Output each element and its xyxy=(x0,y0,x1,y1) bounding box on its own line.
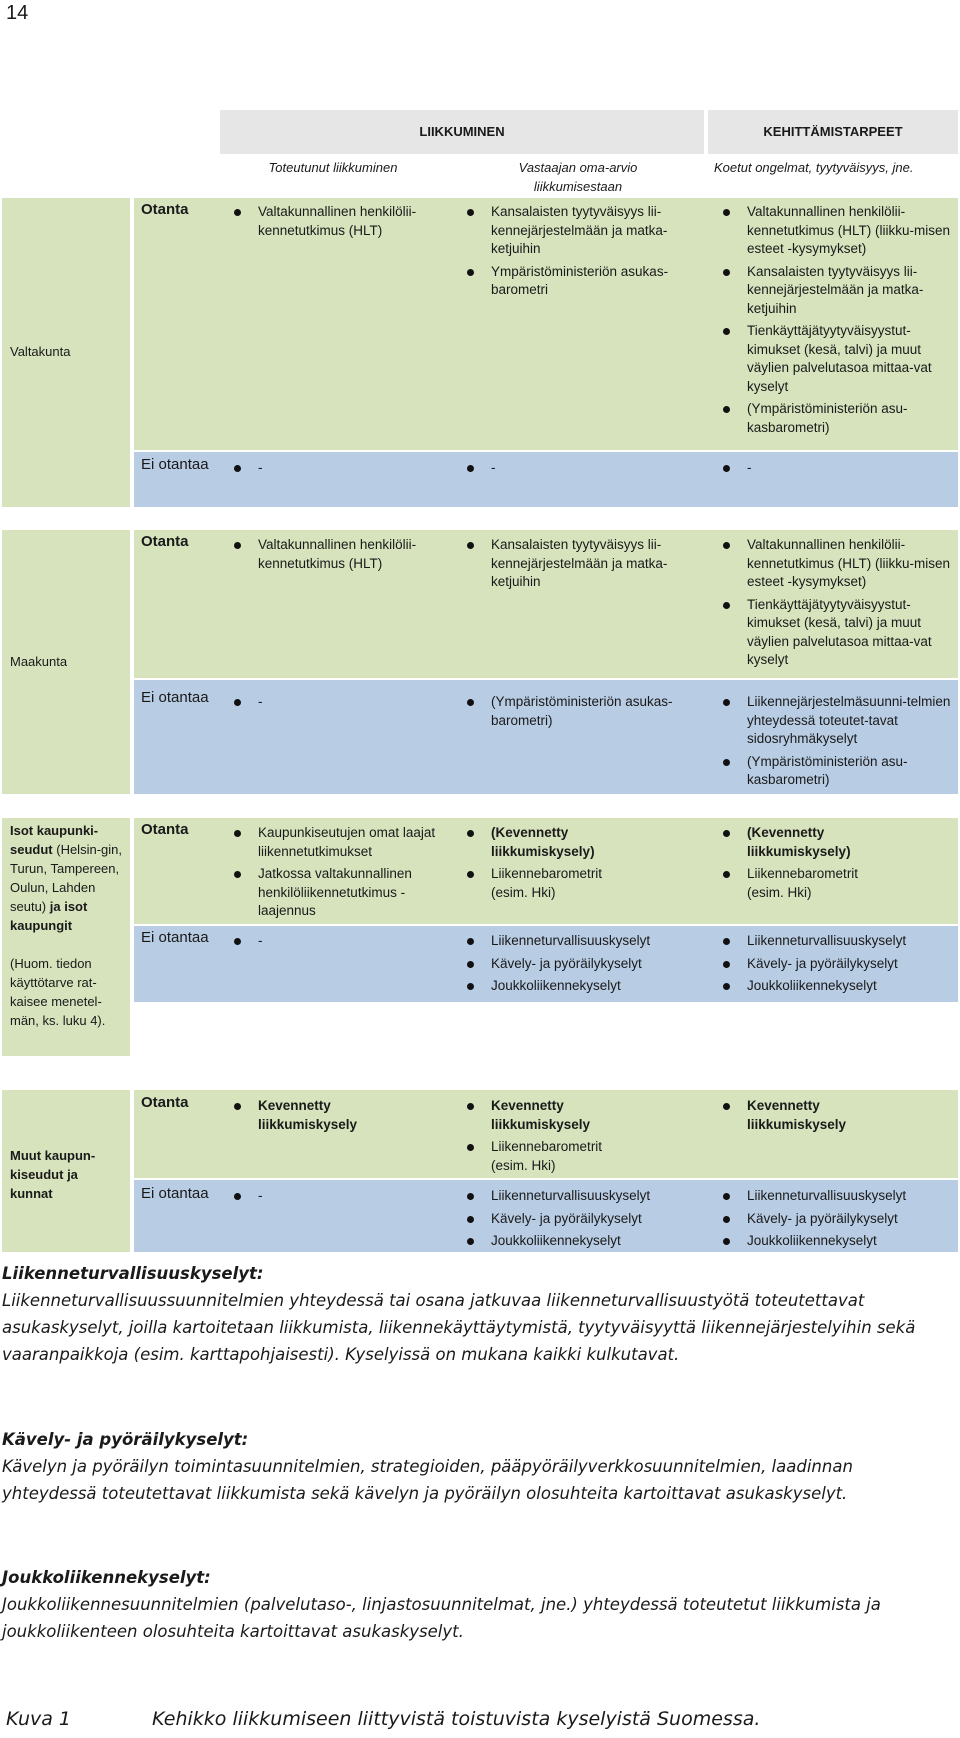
list-item: Joukkoliikennekyselyt xyxy=(720,1232,958,1251)
section-4-label: Muut kaupun-kiseudut ja kunnat xyxy=(10,1148,96,1201)
section-1-ei-realized xyxy=(231,459,455,482)
list-item: Liikenneturvallisuuskyselyt xyxy=(464,932,700,951)
page-number: 14 xyxy=(6,2,29,24)
list-item: Liikenneturvallisuuskyselyt xyxy=(720,932,958,951)
definition-traffic-safety-title: Liikenneturvallisuuskyselyt: xyxy=(2,1264,264,1283)
section-4-ei-self xyxy=(464,1187,700,1255)
section-4-ei-problems xyxy=(720,1187,958,1255)
list-item: Liikennebarometrit (esim. Hki) xyxy=(464,865,639,902)
section-3-ei-status: Ei otantaa xyxy=(141,929,209,946)
list-item: Kävely- ja pyöräilykyselyt xyxy=(464,1210,700,1229)
section-2-ei-self xyxy=(464,693,700,734)
list-item: Kansalaisten tyytyväisyys lii-kennejärjestelmään ja matka-ketjuihin xyxy=(464,203,700,259)
section-2-otanta-self xyxy=(464,536,700,596)
section-1-otanta-status: Otanta xyxy=(141,201,189,218)
list-item: Tienkäyttäjätyytyväisyystut-kimukset (kesä, talvi) ja muut väylien palvelutasoa mittaa-vat kyselyt xyxy=(720,322,958,396)
list-item: Valtakunnallinen henkilölii-kennetutkimus (HLT) (liikku-misen esteet -kysymykset) xyxy=(720,203,958,259)
list-item: Joukkoliikennekyselyt xyxy=(720,977,958,996)
list-item: - xyxy=(231,693,455,712)
list-item: - xyxy=(464,459,700,478)
section-1-ei-self xyxy=(464,459,700,482)
section-2-ei-status: Ei otantaa xyxy=(141,689,209,706)
list-item: Kävely- ja pyöräilykyselyt xyxy=(464,955,700,974)
list-item: Tienkäyttäjätyytyväisyystut-kimukset (kesä, talvi) ja muut väylien palvelutasoa mittaa-vat kyselyt xyxy=(720,596,958,670)
section-3-ei-self xyxy=(464,932,700,1000)
list-item: (Kevennetty liikkumiskysely) xyxy=(720,824,895,861)
definition-walking-cycling xyxy=(2,1426,952,1507)
section-4-otanta-problems xyxy=(720,1097,895,1138)
list-item: Joukkoliikennekyselyt xyxy=(464,977,700,996)
list-item: Kävely- ja pyöräilykyselyt xyxy=(720,1210,958,1229)
figure-caption-number: Kuva 1 xyxy=(6,1708,72,1730)
definition-walking-cycling-body: Kävelyn ja pyöräilyn toimintasuunnitelmien, strategioiden, pääpyöräilyverkkosuunnitelmien, laadinnan yhteydessä toteutettavat liikkumista sekä kävelyn ja pyöräilyn olosuhteita kartoittavat asukaskyselyt. xyxy=(2,1457,853,1503)
list-item: Kevennetty liikkumiskysely xyxy=(464,1097,639,1134)
definition-public-transport-title: Joukkoliikennekyselyt: xyxy=(2,1568,211,1587)
list-item: Kansalaisten tyytyväisyys lii-kennejärjestelmään ja matka-ketjuihin xyxy=(464,536,700,592)
section-2-label: Maakunta xyxy=(10,654,68,669)
section-4-otanta-status: Otanta xyxy=(141,1094,189,1111)
definition-public-transport xyxy=(2,1564,952,1645)
section-4-ei-realized xyxy=(231,1187,455,1210)
section-2-ei-problems xyxy=(720,693,958,794)
movement-header-label: LIIKKUMINEN xyxy=(419,124,505,139)
list-item: - xyxy=(231,932,455,951)
definition-traffic-safety-body: Liikenneturvallisuussuunnitelmien yhteydessä tai osana jatkuvaa liikenneturvallisuustyötä toteutettavat asukaskyselyt, joilla kartoitetaan liikkumista, liikennekäyttäytymistä, tyytyväisyyttä liikennejärjestelyihin sekä vaaranpaikkoja (esim. karttapohjaisesti). Kyselyissä on mukana kaikki kulkutavat. xyxy=(2,1291,916,1364)
section-4-ei-status: Ei otantaa xyxy=(141,1185,209,1202)
list-item: Kävely- ja pyöräilykyselyt xyxy=(720,955,958,974)
section-1-otanta-problems xyxy=(720,203,958,441)
section-1-ei-problems xyxy=(720,459,958,482)
section-3-otanta-problems xyxy=(720,824,895,906)
development-needs-header-label: KEHITTÄMISTARPEET xyxy=(763,124,903,139)
definition-public-transport-body: Joukkoliikennesuunnitelmien (palvelutaso-, linjastosuunnitelmat, jne.) yhteydessä toteutetut liikkumista ja joukkoliikenteen olosuhteita kartoittavat asukaskyselyt. xyxy=(2,1595,881,1641)
list-item: (Ympäristöministeriön asu-kasbarometri) xyxy=(720,400,958,437)
section-2-otanta-problems xyxy=(720,536,958,674)
section-2-otanta-status: Otanta xyxy=(141,533,189,550)
list-item: - xyxy=(720,459,958,478)
section-1-label: Valtakunta xyxy=(10,344,71,359)
list-item: Kaupunkiseutujen omat laajat liikennetutkimukset xyxy=(231,824,455,861)
list-item: Liikennebarometrit (esim. Hki) xyxy=(464,1138,639,1175)
section-2-otanta-realized xyxy=(231,536,455,577)
list-item: Valtakunnallinen henkilölii-kennetutkimus (HLT) xyxy=(231,203,455,240)
list-item: Ympäristöministeriön asukas-barometri xyxy=(464,263,700,300)
list-item: Kansalaisten tyytyväisyys lii-kennejärjestelmään ja matka-ketjuihin xyxy=(720,263,958,319)
definition-traffic-safety xyxy=(2,1260,952,1368)
col-header-problems: Koetut ongelmat, tyytyväisyys, jne. xyxy=(714,160,914,175)
section-2-ei-realized xyxy=(231,693,455,716)
col-header-self-assessment: Vastaajan oma-arvio liikkumisestaan xyxy=(518,160,638,194)
section-3-ei-realized xyxy=(231,932,455,955)
list-item: (Kevennetty liikkumiskysely) xyxy=(464,824,639,861)
section-4-otanta-self xyxy=(464,1097,639,1179)
list-item: Liikennebarometrit (esim. Hki) xyxy=(720,865,895,902)
list-item: Liikennejärjestelmäsuunni-telmien yhteydessä toteutet-tavat sidosryhmäkyselyt xyxy=(720,693,958,749)
section-3-otanta-self xyxy=(464,824,639,906)
list-item: Valtakunnallinen henkilölii-kennetutkimus (HLT) xyxy=(231,536,455,573)
list-item: Liikenneturvallisuuskyselyt xyxy=(464,1187,700,1206)
col-header-realized: Toteutunut liikkuminen xyxy=(268,160,398,175)
list-item: Kevennetty liikkumiskysely xyxy=(231,1097,406,1134)
section-3-ei-problems xyxy=(720,932,958,1000)
list-item: Kevennetty liikkumiskysely xyxy=(720,1097,895,1134)
definition-walking-cycling-title: Kävely- ja pyöräilykyselyt: xyxy=(2,1430,249,1449)
section-4-otanta-realized xyxy=(231,1097,406,1138)
section-3-label: Isot kaupunki-seudut (Helsin-gin, Turun, Tampereen, Oulun, Lahden seutu) ja isot kaupungit (Huom. tiedon käyttötarve rat-kaisee menetel-män, ks. luku 4). xyxy=(10,823,122,1028)
list-item: Liikenneturvallisuuskyselyt xyxy=(720,1187,958,1206)
section-1-ei-status: Ei otantaa xyxy=(141,456,209,473)
list-item: Valtakunnallinen henkilölii-kennetutkimus (HLT) (liikku-misen esteet -kysymykset) xyxy=(720,536,958,592)
list-item: - xyxy=(231,459,455,478)
section-3-otanta-status: Otanta xyxy=(141,821,189,838)
list-item: Joukkoliikennekyselyt xyxy=(464,1232,700,1251)
list-item: - xyxy=(231,1187,455,1206)
list-item: (Ympäristöministeriön asukas-barometri) xyxy=(464,693,700,730)
list-item: (Ympäristöministeriön asu-kasbarometri) xyxy=(720,753,958,790)
figure-caption-text: Kehikko liikkumiseen liittyvistä toistuvista kyselyistä Suomessa. xyxy=(152,1708,761,1730)
section-1-otanta-realized xyxy=(231,203,455,244)
section-1-otanta-self xyxy=(464,203,700,304)
list-item: Jatkossa valtakunnallinen henkilöliikennetutkimus - laajennus xyxy=(231,865,455,921)
section-3-otanta-realized xyxy=(231,824,455,925)
